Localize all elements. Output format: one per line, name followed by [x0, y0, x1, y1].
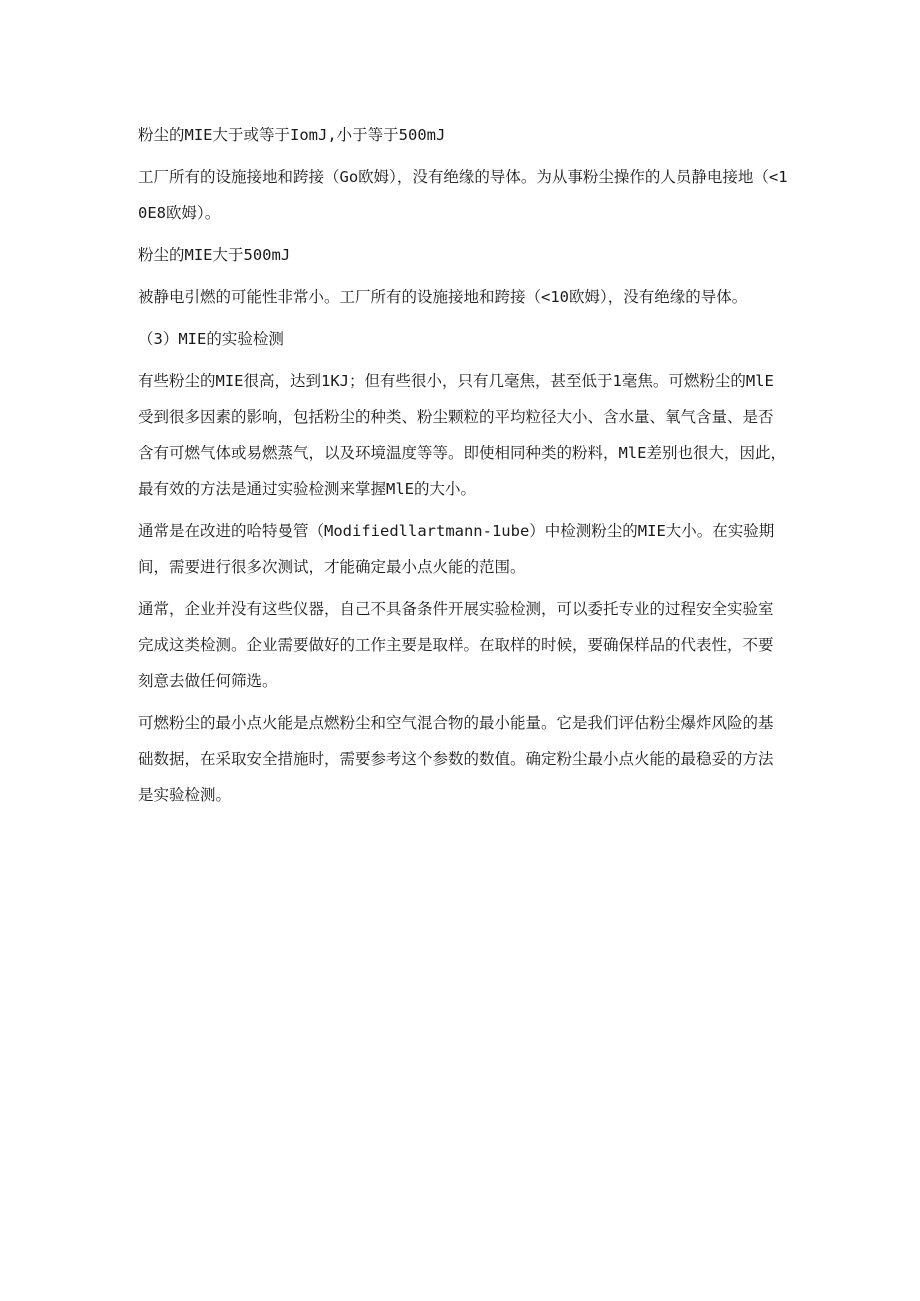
- paragraph-grounding-requirements: 工厂所有的设施接地和跨接（Go欧姆），没有绝缘的导体。为从事粉尘操作的人员静电接地（<10E8欧姆）。: [138, 168, 788, 222]
- paragraph-mie-range-heading: 粉尘的MIE大于或等于IomJ,小于等于500mJ: [138, 126, 446, 144]
- paragraph-hartmann-tube: 通常是在改进的哈特曼管（Modifiedllartmann-1ube）中检测粉尘的MIE大小。在实验期间，需要进行很多次测试，才能确定最小点火能的范围。: [138, 522, 775, 576]
- paragraph-static-ignition: 被静电引燃的可能性非常小。工厂所有的设施接地和跨接（<10欧姆），没有绝缘的导体。: [138, 288, 748, 306]
- section-heading-mie-testing: （3）MIE的实验检测: [138, 330, 284, 348]
- paragraph-mie-above-500-heading: 粉尘的MIE大于500mJ: [138, 246, 291, 264]
- paragraph-mie-factors: 有些粉尘的MIE很高，达到1KJ；但有些很小，只有几毫焦，甚至低于1毫焦。可燃粉尘的MlE受到很多因素的影响，包括粉尘的种类、粉尘颗粒的平均粒径大小、含水量、氧气含量、是否含有可燃气体或易燃蒸气，以及环境温度等等。即使相同种类的粉料，MlE差别也很大，因此，最有效的方法是通过实验检测来掌握MlE的大小。: [138, 372, 786, 498]
- paragraph-sampling: 通常，企业并没有这些仪器，自己不具备条件开展实验检测，可以委托专业的过程安全实验室完成这类检测。企业需要做好的工作主要是取样。在取样的时候，要确保样品的代表性，不要刻意去做任何筛选。: [138, 600, 774, 690]
- paragraph-conclusion: 可燃粉尘的最小点火能是点燃粉尘和空气混合物的最小能量。它是我们评估粉尘爆炸风险的基础数据，在采取安全措施时，需要参考这个参数的数值。确定粉尘最小点火能的最稳妥的方法是实验检测。: [138, 714, 774, 804]
- document-body: [138, 117, 788, 819]
